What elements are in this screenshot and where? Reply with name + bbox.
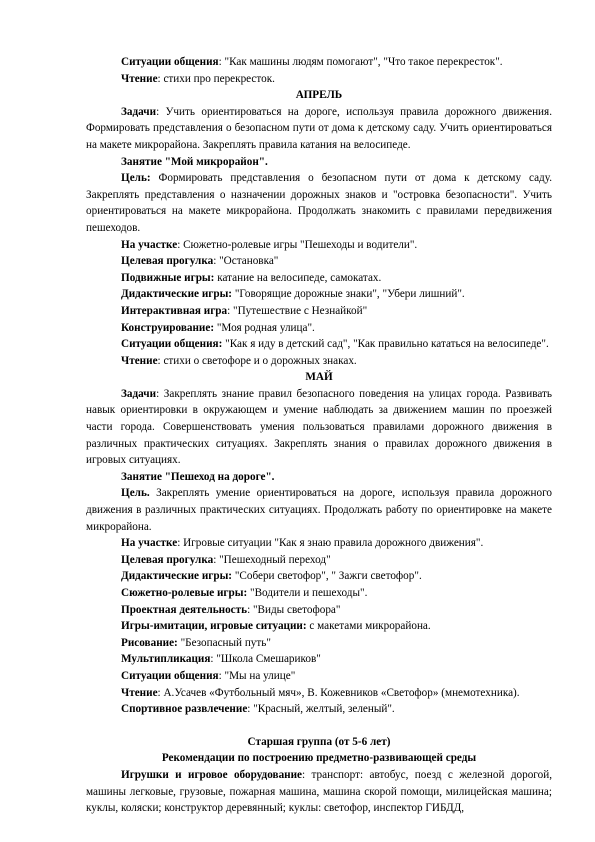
paragraph-label: Конструирование: (121, 321, 215, 334)
paragraph-text: стихи о светофоре и о дорожных знаках. (160, 354, 357, 367)
paragraph-text: Учить ориентироваться на дороге, используя правила дорожного движения. Формировать представления о безопасном пути от дома к детскому саду. Учить ориентироваться на макете микрорайона. Закреплять правила катания на велосипеде. (86, 105, 552, 151)
paragraph (86, 253, 552, 270)
paragraph (86, 386, 552, 469)
paragraph (86, 701, 552, 718)
paragraph (86, 170, 552, 236)
paragraph-label: Проектная деятельность (121, 603, 248, 616)
paragraph-text: "Остановка" (216, 255, 279, 268)
paragraph (86, 685, 552, 702)
section-spacer (86, 718, 552, 734)
paragraph-label: Задачи (121, 387, 157, 400)
paragraph-label: Ситуации общения (121, 56, 219, 68)
paragraph (86, 303, 552, 320)
paragraph-text: "Безопасный путь" (177, 636, 271, 649)
label-separator: : (157, 686, 161, 699)
paragraph-text: "Школа Смешариков" (213, 653, 321, 666)
paragraph (86, 635, 552, 652)
paragraph-label: Дидактические игры: (121, 570, 233, 583)
paragraph-text: "Пешеходный переход" (216, 553, 331, 566)
paragraph (86, 668, 552, 685)
paragraph-text: Закреплять знание правил безопасного поведения на улицах города. Развивать навык ориентировки в окружающем и умение наблюдать за движением машин по проезжей части города. Совершенствовать умения пользоваться правилами дорожного движения в различных практических ситуациях. Закреплять знания о правилах дорожного движения в игровых ситуациях. (86, 387, 552, 467)
label-separator: : (247, 603, 251, 616)
paragraph (86, 618, 552, 635)
paragraph (86, 270, 552, 287)
paragraph (86, 71, 552, 88)
label-separator: : (157, 72, 161, 85)
paragraph-label: Мультипликация (121, 653, 211, 666)
paragraph (86, 602, 552, 619)
paragraph-label: Задачи (121, 105, 157, 118)
paragraph-text: катание на велосипеде, самокатах. (214, 271, 382, 284)
paragraph (86, 286, 552, 303)
paragraph-label: Занятие "Пешеход на дороге". (121, 470, 275, 483)
label-separator: : (247, 703, 251, 716)
paragraph-label: Рисование: (121, 636, 178, 649)
paragraph (86, 353, 552, 370)
paragraph-label: Дидактические игры: (121, 288, 233, 301)
label-separator: : (218, 669, 222, 682)
paragraph-text: Игровые ситуации "Как я знаю правила дорожного движения". (180, 537, 484, 550)
paragraph-text: "Говорящие дорожные знаки", "Убери лишний". (232, 288, 465, 301)
label-separator: : (213, 553, 217, 566)
section-heading: МАЙ (305, 371, 333, 384)
paragraph (86, 104, 552, 154)
paragraph-text: "Путешествие с Незнайкой" (230, 304, 368, 317)
label-separator: : (156, 105, 160, 118)
label-separator: : (210, 653, 214, 666)
paragraph-label: Игрушки и игровое оборудование (121, 768, 303, 781)
paragraph-label: Занятие "Мой микрорайон". (121, 155, 268, 168)
paragraph-text: "Водители и пешеходы". (247, 587, 368, 599)
paragraph (86, 54, 552, 71)
paragraph-label: Целевая прогулка (121, 553, 214, 566)
paragraph-text: "Как машины людям помогают", "Что такое перекресток". (221, 56, 503, 68)
paragraph-label: Чтение (121, 354, 158, 367)
paragraph-text: "Как я иду в детский сад", "Как правильно кататься на велосипеде". (222, 338, 549, 351)
paragraph (86, 552, 552, 569)
section-heading: Старшая группа (от 5-6 лет) (247, 735, 391, 748)
paragraph-label: Сюжетно-ролевые игры: (121, 587, 248, 599)
paragraph-text: "Собери светофор", " Зажги светофор". (232, 570, 422, 583)
paragraph-text: "Виды светофора" (250, 603, 341, 616)
paragraph (86, 485, 552, 535)
label-separator: : (156, 387, 160, 400)
paragraph (86, 320, 552, 337)
label-separator: : (177, 238, 181, 251)
paragraph-text: А.Усачев «Футбольный мяч», В. Кожевников «Светофор» (мнемотехника). (160, 686, 520, 699)
paragraph-text: Закреплять умение ориентироваться на дороге, используя правила дорожного движения в различных практических ситуациях. Продолжать работу по ориентировке на макете микрорайона. (86, 487, 552, 533)
paragraph-text: "Моя родная улица". (214, 321, 315, 334)
paragraph-label: Подвижные игры: (121, 271, 215, 284)
paragraph-label: На участке (121, 238, 178, 251)
document-page (86, 54, 552, 817)
label-separator: : (227, 304, 231, 317)
paragraph-label: Чтение (121, 686, 158, 699)
paragraph-label: Чтение (121, 72, 158, 85)
paragraph-text: транспорт: автобус, поезд с железной дорогой, машины легковые, грузовые, пожарная машина, машина скорой помощи, милицейская машина; куклы, коляски; конструктор деревянный; куклы: светофор, инспектор ГИБДД, (86, 768, 552, 815)
label-separator: : (157, 354, 161, 367)
label-separator: : (302, 768, 306, 781)
paragraph-label: Интерактивная игра (121, 304, 228, 317)
paragraph-label: Игры-имитации, игровые ситуации: (121, 620, 307, 633)
paragraph (86, 535, 552, 552)
label-separator: : (213, 255, 217, 268)
paragraph-label: На участке (121, 537, 178, 550)
paragraph-text: "Мы на улице" (221, 669, 296, 682)
label-separator: : (177, 537, 181, 550)
paragraph-text: "Красный, желтый, зеленый". (250, 703, 395, 716)
paragraph (86, 767, 552, 817)
section-heading: Рекомендации по построению предметно-развивающей среды (161, 752, 477, 765)
paragraph-label: Ситуации общения: (121, 338, 223, 351)
paragraph-label: Цель: (121, 172, 151, 185)
section-heading: АПРЕЛЬ (295, 89, 343, 102)
paragraph-text: Сюжетно-ролевые игры "Пешеходы и водители". (180, 238, 418, 251)
paragraph (86, 568, 552, 585)
paragraph-text: стихи про перекресток. (160, 72, 275, 85)
paragraph (86, 585, 552, 602)
paragraph (86, 154, 552, 171)
paragraph (86, 237, 552, 254)
paragraph-label: Целевая прогулка (121, 255, 214, 268)
paragraph-label: Ситуации общения (121, 669, 219, 682)
paragraph-label: Спортивное развлечение (121, 703, 248, 716)
paragraph (86, 469, 552, 486)
paragraph-text: Формировать представления о безопасном пути от дома к детскому саду. Закреплять представления о назначении дорожных знаков и "островка безопасности". Учить ориентироваться на макете микрорайона. Продолжать знакомить с правилами передвижения пешеходов. (86, 172, 552, 234)
paragraph-label: Цель. (121, 487, 150, 500)
paragraph (86, 651, 552, 668)
paragraph (86, 336, 552, 353)
paragraph-text: с макетами микрорайона. (306, 620, 431, 633)
label-separator: : (218, 56, 222, 68)
